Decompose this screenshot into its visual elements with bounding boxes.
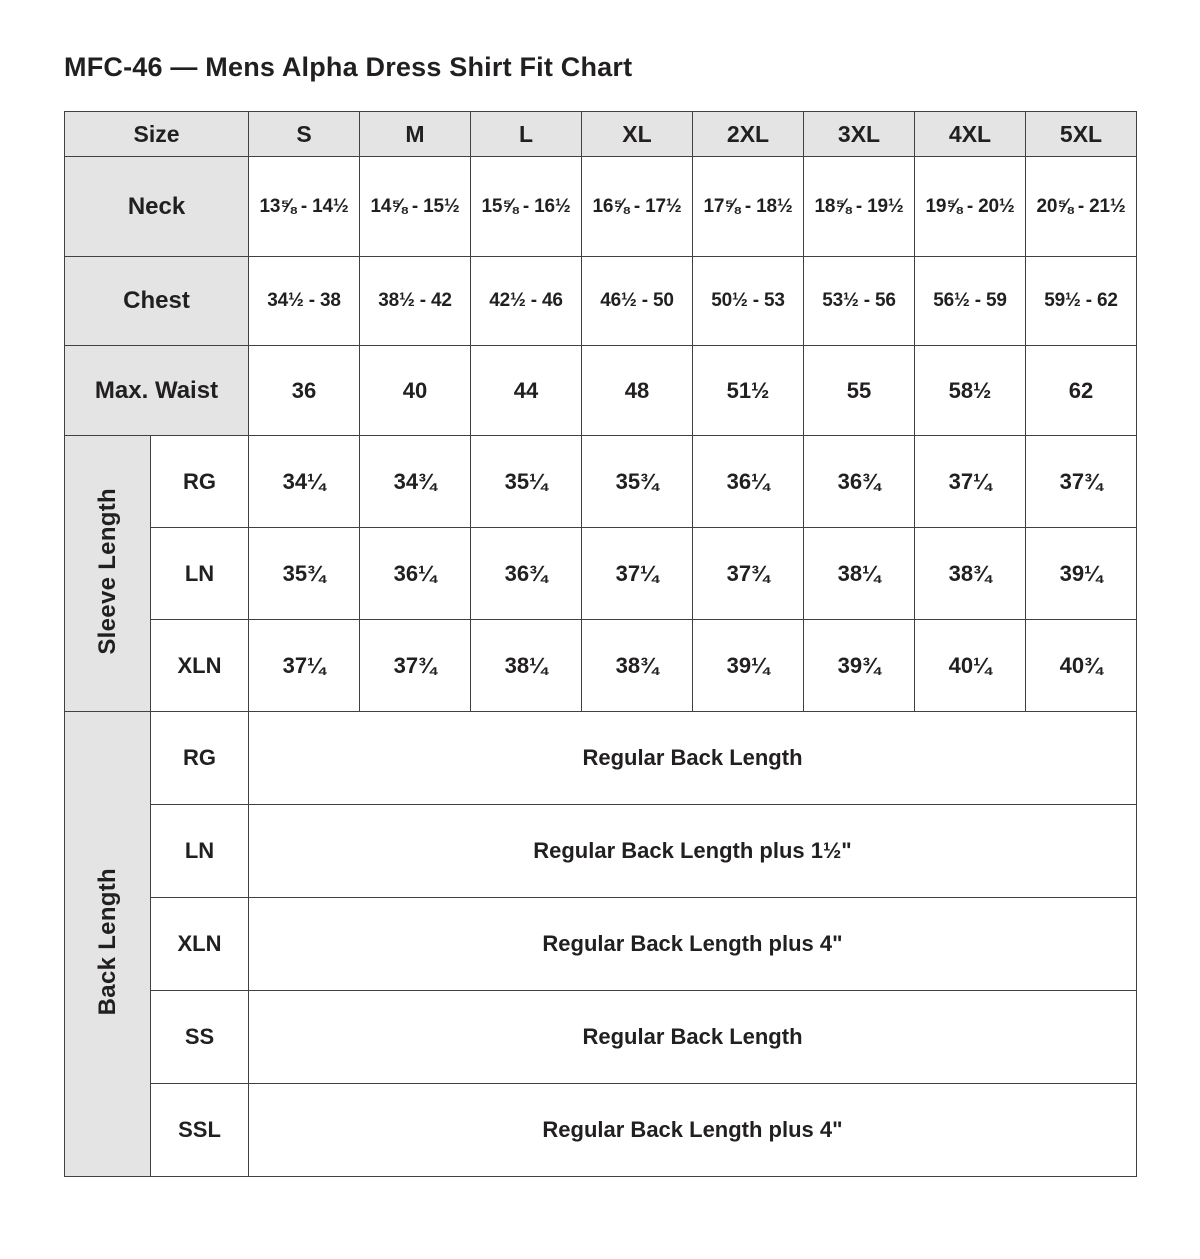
back-ss-value: Regular Back Length <box>249 991 1137 1084</box>
chest-value-cell: 53½ - 56 <box>804 257 915 346</box>
sleeve-xln-value-cell: 38¼ <box>471 620 582 712</box>
chest-value-cell: 46½ - 50 <box>582 257 693 346</box>
size-col-header-2xl: 2XL <box>693 112 804 157</box>
back-xln-value: Regular Back Length plus 4" <box>249 898 1137 991</box>
size-col-header-5xl: 5XL <box>1026 112 1137 157</box>
back-ss-row <box>65 991 1137 1084</box>
sleeve-rg-value-cell: 36¼ <box>693 436 804 528</box>
back-ss-label: SS <box>151 991 249 1084</box>
neck-value-cell: 13⅝ - 14½ <box>249 157 360 257</box>
sleeve-xln-value-cell: 37¾ <box>360 620 471 712</box>
size-col-header-4xl: 4XL <box>915 112 1026 157</box>
chest-row-label: Chest <box>65 257 249 346</box>
sleeve-rg-value-cell: 35¼ <box>471 436 582 528</box>
chest-value-cell: 59½ - 62 <box>1026 257 1137 346</box>
back-ssl-row <box>65 1084 1137 1177</box>
chest-value-cell: 42½ - 46 <box>471 257 582 346</box>
sleeve-ln-value-cell: 38¼ <box>804 528 915 620</box>
sleeve-ln-value-cell: 37¼ <box>582 528 693 620</box>
max-waist-value-cell: 40 <box>360 346 471 436</box>
sleeve-rg-value-cell: 36¾ <box>804 436 915 528</box>
max-waist-value-cell: 51½ <box>693 346 804 436</box>
sleeve-ln-value-cell: 37¾ <box>693 528 804 620</box>
max-waist-value-cell: 48 <box>582 346 693 436</box>
neck-row-label: Neck <box>65 157 249 257</box>
back-rg-value: Regular Back Length <box>249 712 1137 805</box>
sleeve-xln-value-cell: 39¼ <box>693 620 804 712</box>
max-waist-value-cell: 55 <box>804 346 915 436</box>
chest-value-cell: 50½ - 53 <box>693 257 804 346</box>
back-ln-row <box>65 805 1137 898</box>
size-col-header-xl: XL <box>582 112 693 157</box>
back-ln-label: LN <box>151 805 249 898</box>
back-length-label-text: Back Length <box>93 867 121 1016</box>
sleeve-rg-value-cell: 37¾ <box>1026 436 1137 528</box>
size-header-label: Size <box>65 112 249 157</box>
max-waist-row <box>65 346 1137 436</box>
max-waist-value-cell: 62 <box>1026 346 1137 436</box>
size-header-row <box>65 112 1137 157</box>
size-col-header-3xl: 3XL <box>804 112 915 157</box>
chest-value-cell: 38½ - 42 <box>360 257 471 346</box>
neck-value-cell: 17⅝ - 18½ <box>693 157 804 257</box>
neck-value-cell: 16⅝ - 17½ <box>582 157 693 257</box>
back-ssl-label: SSL <box>151 1084 249 1177</box>
back-rg-row <box>65 712 1137 805</box>
sleeve-rg-value-cell: 34¾ <box>360 436 471 528</box>
back-xln-label: XLN <box>151 898 249 991</box>
sleeve-ln-row <box>65 528 1137 620</box>
sleeve-length-label-text: Sleeve Length <box>93 487 121 655</box>
sleeve-xln-row <box>65 620 1137 712</box>
neck-value-cell: 14⅝ - 15½ <box>360 157 471 257</box>
sleeve-xln-value-cell: 38¾ <box>582 620 693 712</box>
page-title: MFC-46 — Mens Alpha Dress Shirt Fit Chart <box>64 52 633 82</box>
neck-value-cell: 18⅝ - 19½ <box>804 157 915 257</box>
sleeve-ln-value-cell: 35¾ <box>249 528 360 620</box>
back-ln-value: Regular Back Length plus 1½" <box>249 805 1137 898</box>
sleeve-ln-value-cell: 38¾ <box>915 528 1026 620</box>
chest-value-cell: 56½ - 59 <box>915 257 1026 346</box>
neck-value-cell: 15⅝ - 16½ <box>471 157 582 257</box>
sleeve-xln-value-cell: 39¾ <box>804 620 915 712</box>
sleeve-rg-row <box>65 436 1137 528</box>
back-rg-label: RG <box>151 712 249 805</box>
sleeve-xln-value-cell: 40¾ <box>1026 620 1137 712</box>
sleeve-xln-value-cell: 40¼ <box>915 620 1026 712</box>
neck-value-cell: 20⅝ - 21½ <box>1026 157 1137 257</box>
max-waist-value-cell: 58½ <box>915 346 1026 436</box>
back-xln-row <box>65 898 1137 991</box>
size-col-header-l: L <box>471 112 582 157</box>
back-ssl-value: Regular Back Length plus 4" <box>249 1084 1137 1177</box>
sleeve-rg-value-cell: 34¼ <box>249 436 360 528</box>
max-waist-value-cell: 36 <box>249 346 360 436</box>
sleeve-ln-value-cell: 39¼ <box>1026 528 1137 620</box>
sleeve-rg-value-cell: 35¾ <box>582 436 693 528</box>
sleeve-ln-value-cell: 36¾ <box>471 528 582 620</box>
max-waist-value-cell: 44 <box>471 346 582 436</box>
fit-chart-table <box>64 111 1137 1177</box>
chest-row <box>65 257 1137 346</box>
size-col-header-m: M <box>360 112 471 157</box>
sleeve-xln-label: XLN <box>151 620 249 712</box>
back-length-section-label <box>65 712 151 1177</box>
neck-value-cell: 19⅝ - 20½ <box>915 157 1026 257</box>
sleeve-rg-label: RG <box>151 436 249 528</box>
sleeve-ln-value-cell: 36¼ <box>360 528 471 620</box>
sleeve-rg-value-cell: 37¼ <box>915 436 1026 528</box>
size-col-header-s: S <box>249 112 360 157</box>
sleeve-ln-label: LN <box>151 528 249 620</box>
max-waist-row-label: Max. Waist <box>65 346 249 436</box>
sleeve-length-section-label <box>65 436 151 712</box>
neck-row <box>65 157 1137 257</box>
sleeve-xln-value-cell: 37¼ <box>249 620 360 712</box>
chest-value-cell: 34½ - 38 <box>249 257 360 346</box>
